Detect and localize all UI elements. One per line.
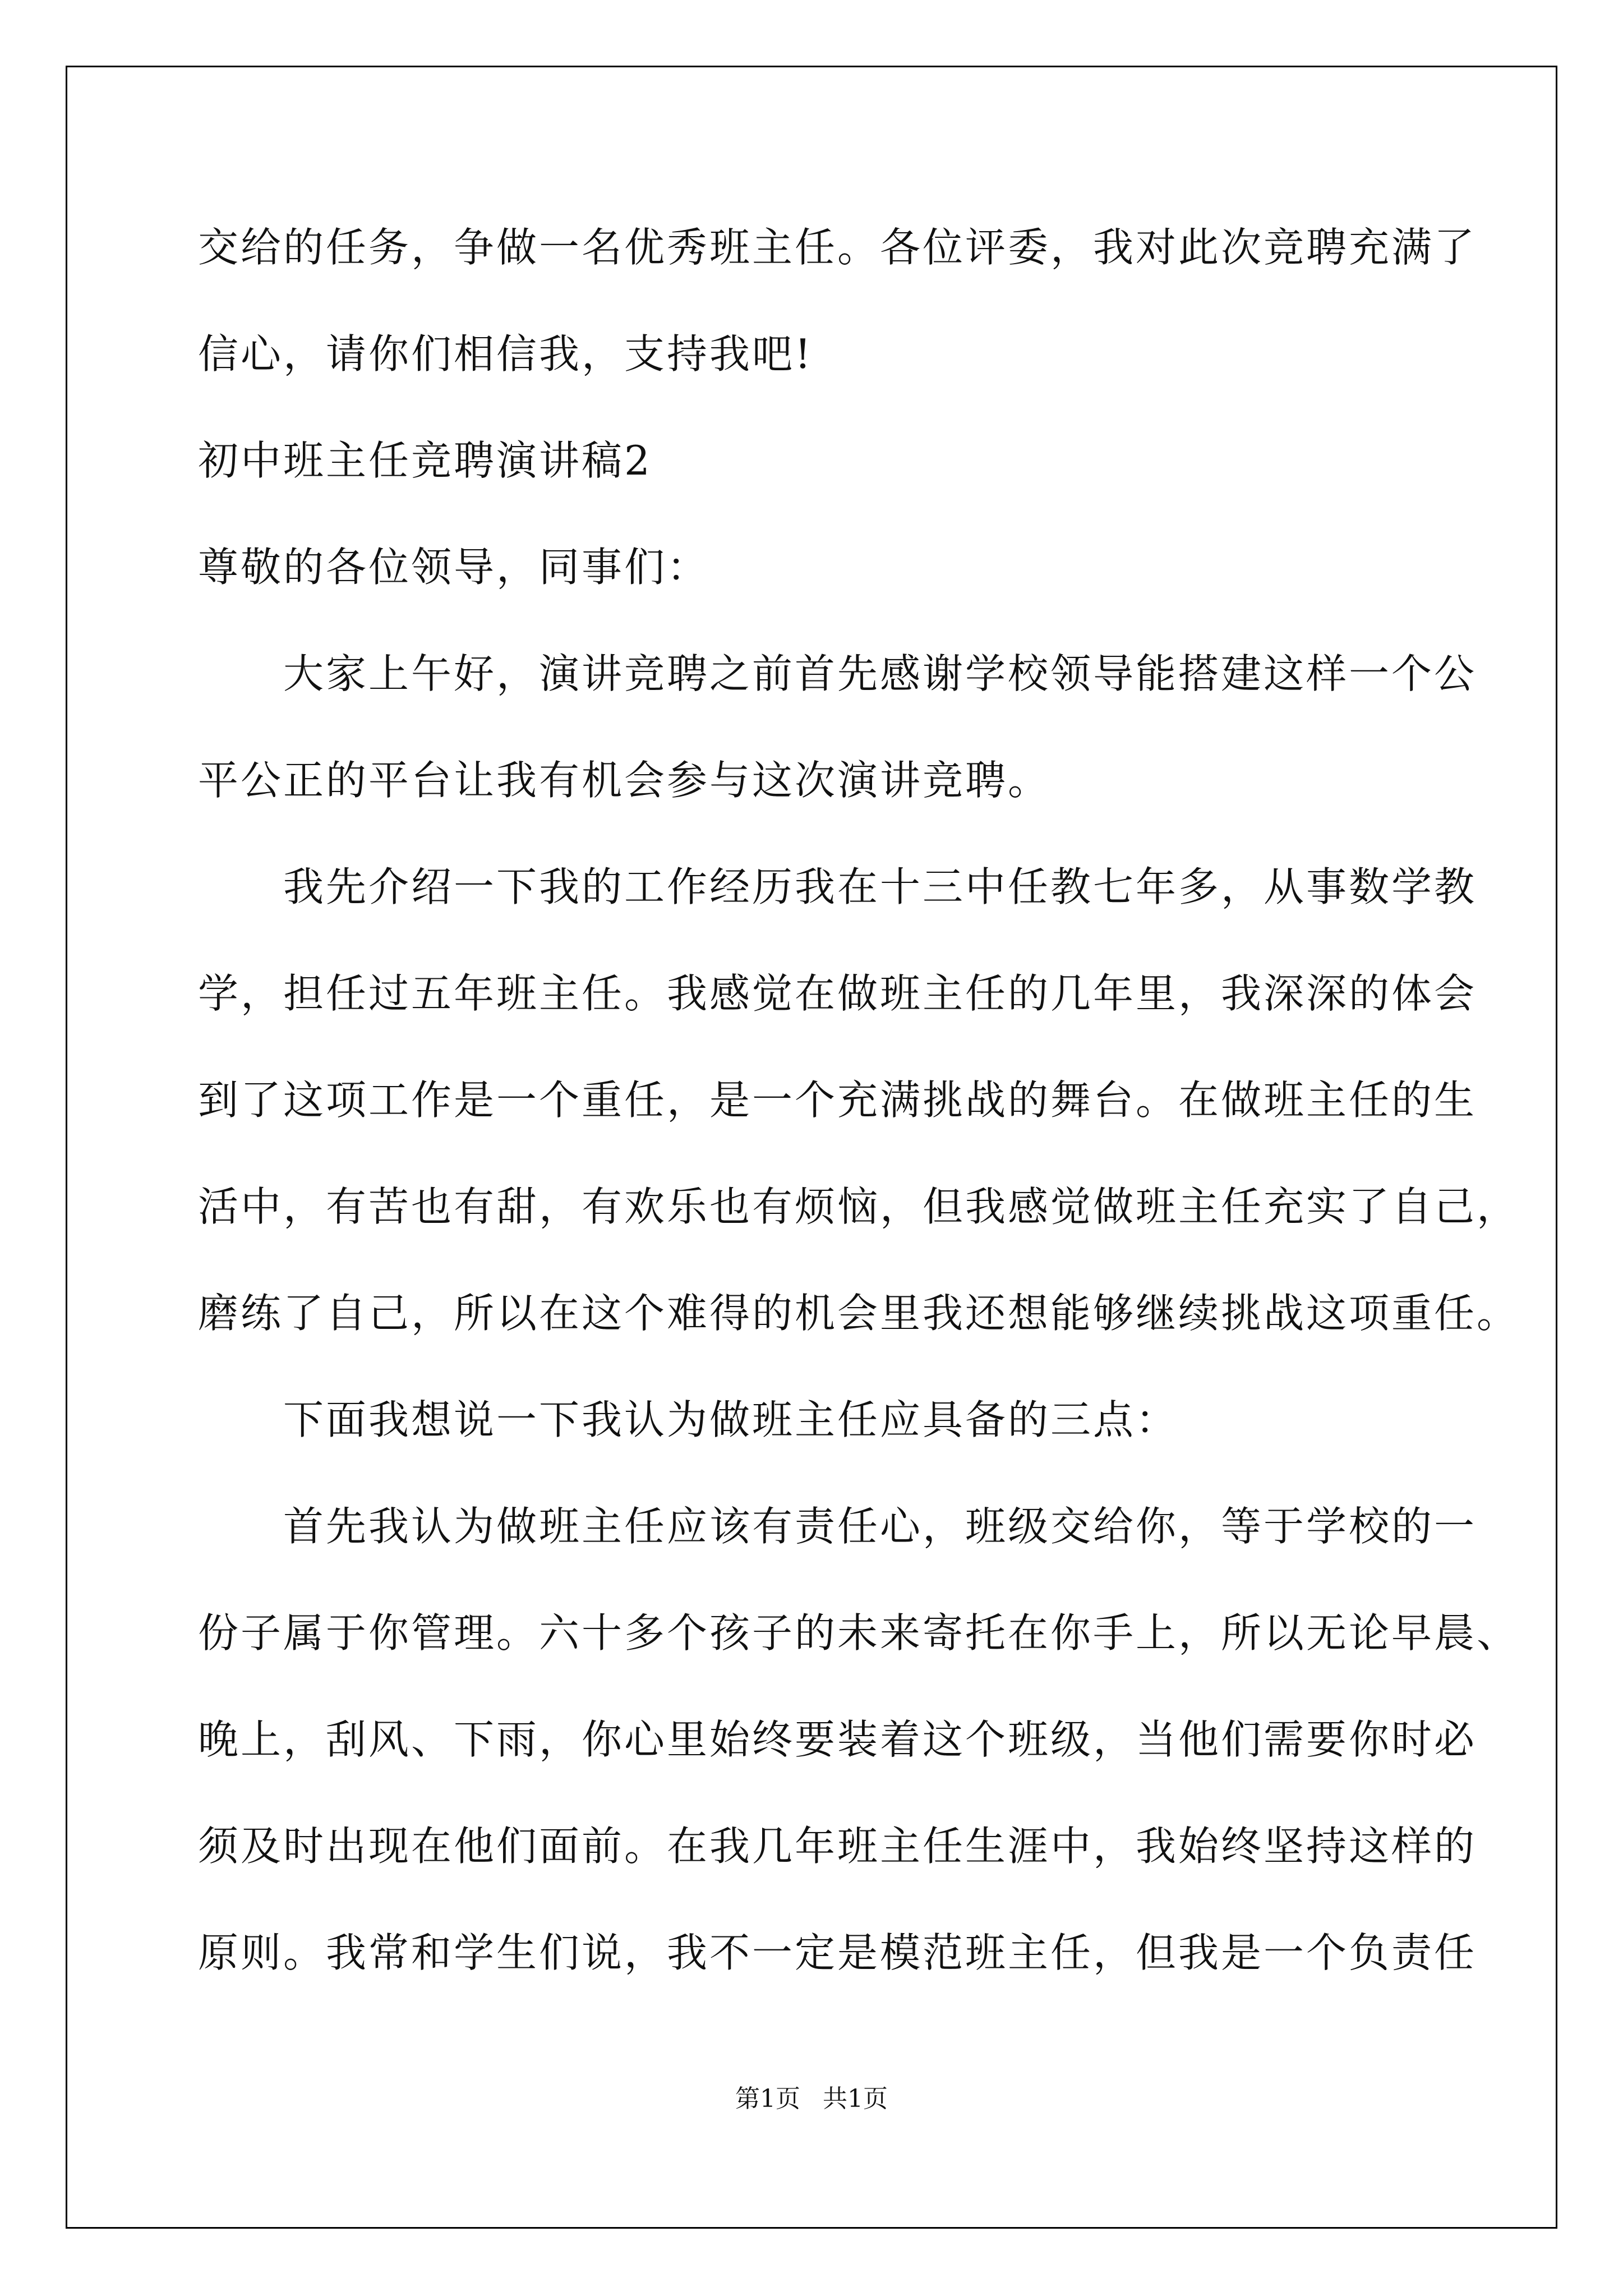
text-line: 平公正的平台让我有机会参与这次演讲竞聘。	[198, 757, 1051, 804]
text-line: 首先我认为做班主任应该有责任心，班级交给你，等于学校的一	[198, 1503, 1477, 1550]
text-line: 我先介绍一下我的工作经历我在十三中任教七年多，从事数学教	[198, 863, 1477, 910]
salutation: 尊敬的各位领导，同事们：	[198, 544, 710, 591]
page-total: 共1页	[823, 2085, 888, 2113]
text-line: 大家上午好，演讲竞聘之前首先感谢学校领导能搭建这样一个公	[198, 650, 1477, 697]
text-line: 须及时出现在他们面前。在我几年班主任生涯中，我始终坚持这样的	[198, 1823, 1477, 1870]
text-line: 原则。我常和学生们说，我不一定是模范班主任，但我是一个负责任	[198, 1929, 1477, 1976]
text-line: 活中，有苦也有甜，有欢乐也有烦恼，但我感觉做班主任充实了自己，	[198, 1183, 1520, 1230]
text-line: 下面我想说一下我认为做班主任应具备的三点：	[198, 1396, 1179, 1443]
text-line: 磨练了自己，所以在这个难得的机会里我还想能够继续挑战这项重任。	[198, 1290, 1520, 1337]
text-line: 份子属于你管理。六十多个孩子的未来寄托在你手上，所以无论早晨、	[198, 1609, 1520, 1657]
page-footer	[0, 2082, 1623, 2116]
text-line: 交给的任务，争做一名优秀班主任。各位评委，我对此次竞聘充满了	[198, 224, 1477, 271]
text-line: 晚上，刮风、下雨，你心里始终要装着这个班级，当他们需要你时必	[198, 1716, 1477, 1763]
section-heading: 初中班主任竞聘演讲稿2	[198, 437, 652, 484]
text-line: 信心，请你们相信我，支持我吧!	[198, 330, 813, 378]
document-body	[198, 194, 1520, 2006]
text-line: 到了这项工作是一个重任，是一个充满挑战的舞台。在做班主任的生	[198, 1076, 1477, 1124]
text-line: 学，担任过五年班主任。我感觉在做班主任的几年里，我深深的体会	[198, 970, 1477, 1017]
page-number: 第1页	[735, 2085, 800, 2113]
